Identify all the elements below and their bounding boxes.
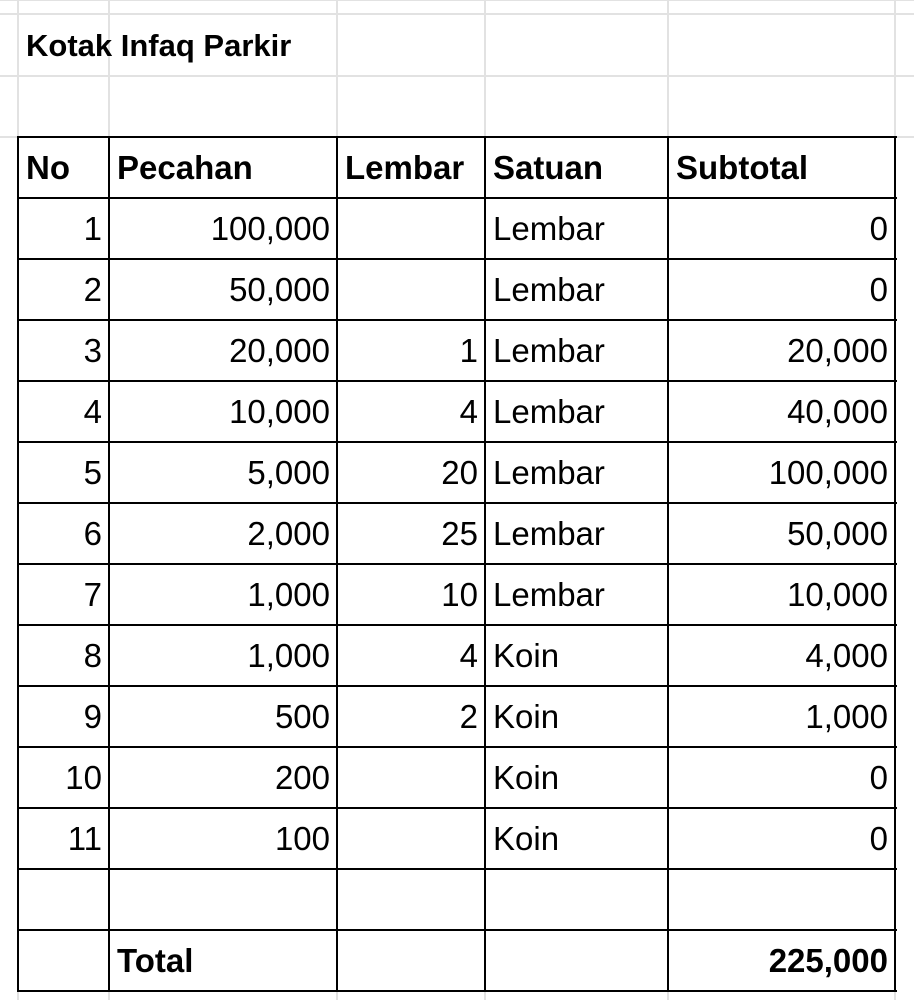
cell-lembar[interactable]: 4	[459, 393, 478, 430]
cell-satuan[interactable]: Lembar	[493, 271, 605, 308]
empty-cell[interactable]	[485, 930, 668, 991]
table-column-border	[336, 136, 338, 992]
cell-lembar[interactable]: 1	[459, 332, 478, 369]
cell-pecahan[interactable]: 1,000	[247, 576, 330, 613]
header-cell-lembar[interactable]: Lembar	[345, 149, 465, 186]
table-row-border	[18, 990, 897, 992]
table-row-border	[18, 685, 897, 687]
header-cell-satuan[interactable]: Satuan	[493, 149, 604, 186]
cell-pecahan[interactable]: 2,000	[247, 515, 330, 552]
cell-subtotal[interactable]: 20,000	[787, 332, 888, 369]
cell-pecahan[interactable]: 20,000	[229, 332, 330, 369]
cell-pecahan[interactable]: 5,000	[247, 454, 330, 491]
cell-satuan[interactable]: Lembar	[493, 454, 605, 491]
cell-no[interactable]: 4	[83, 393, 102, 430]
cell-pecahan[interactable]: 100,000	[210, 210, 330, 247]
empty-cell[interactable]	[109, 869, 337, 930]
cell-no[interactable]: 11	[67, 820, 102, 857]
cell-pecahan[interactable]: 10,000	[229, 393, 330, 430]
empty-cell[interactable]	[668, 869, 895, 930]
table-row-border	[18, 807, 897, 809]
cell-subtotal[interactable]: 40,000	[787, 393, 888, 430]
total-label[interactable]: Total	[117, 942, 194, 979]
cell-lembar[interactable]	[337, 198, 485, 259]
cell-pecahan[interactable]: 500	[274, 698, 330, 735]
cell-satuan[interactable]: Koin	[493, 759, 560, 796]
header-cell-pecahan[interactable]: Pecahan	[117, 149, 253, 186]
cell-lembar[interactable]: 10	[441, 576, 478, 613]
cell-lembar[interactable]	[337, 808, 485, 869]
table-column-border	[894, 136, 896, 992]
header-cell-subtotal[interactable]: Subtotal	[676, 149, 808, 186]
empty-cell[interactable]	[485, 869, 668, 930]
empty-cell[interactable]	[337, 930, 485, 991]
cell-pecahan[interactable]: 1,000	[247, 637, 330, 674]
table-row-border	[18, 258, 897, 260]
cell-satuan[interactable]: Lembar	[493, 576, 605, 613]
cell-subtotal[interactable]: 10,000	[787, 576, 888, 613]
total-value[interactable]: 225,000	[768, 942, 888, 979]
cell-no[interactable]: 10	[65, 759, 102, 796]
cell-subtotal[interactable]: 1,000	[805, 698, 888, 735]
table-row-border	[18, 441, 897, 443]
cell-subtotal[interactable]: 0	[869, 210, 888, 247]
table-row-border	[18, 136, 897, 138]
cell-no[interactable]: 7	[83, 576, 102, 613]
cell-pecahan[interactable]: 100	[274, 820, 330, 857]
cell-no[interactable]: 9	[83, 698, 102, 735]
cell-no[interactable]: 8	[83, 637, 102, 674]
cell-pecahan[interactable]: 50,000	[229, 271, 330, 308]
cell-subtotal[interactable]: 0	[869, 820, 888, 857]
sheet-title[interactable]: Kotak Infaq Parkir	[26, 27, 292, 63]
cell-subtotal[interactable]: 100,000	[768, 454, 888, 491]
empty-cell[interactable]	[337, 869, 485, 930]
table-row-border	[18, 502, 897, 504]
cell-satuan[interactable]: Lembar	[493, 210, 605, 247]
cell-no[interactable]: 2	[83, 271, 102, 308]
cell-subtotal[interactable]: 0	[869, 759, 888, 796]
table-row-border	[18, 563, 897, 565]
cell-lembar[interactable]: 4	[459, 637, 478, 674]
cell-satuan[interactable]: Koin	[493, 820, 560, 857]
table-column-border	[484, 136, 486, 992]
cell-satuan[interactable]: Koin	[493, 637, 560, 674]
table-column-border	[17, 136, 19, 992]
cell-no[interactable]: 5	[83, 454, 102, 491]
table-row-border	[18, 624, 897, 626]
cell-subtotal[interactable]: 4,000	[805, 637, 888, 674]
cell-no[interactable]: 6	[83, 515, 102, 552]
cell-subtotal[interactable]: 50,000	[787, 515, 888, 552]
header-cell-no[interactable]: No	[26, 149, 70, 186]
cell-lembar[interactable]: 2	[459, 698, 478, 735]
table-row-border	[18, 746, 897, 748]
table-row-border	[18, 319, 897, 321]
cell-satuan[interactable]: Lembar	[493, 393, 605, 430]
table-row-border	[18, 868, 897, 870]
cell-satuan[interactable]: Lembar	[493, 332, 605, 369]
table-row-border	[18, 197, 897, 199]
table-column-border	[108, 136, 110, 992]
cell-lembar[interactable]	[337, 259, 485, 320]
cell-lembar[interactable]: 25	[441, 515, 478, 552]
table-column-border	[667, 136, 669, 992]
cell-satuan[interactable]: Koin	[493, 698, 560, 735]
cell-lembar[interactable]: 20	[441, 454, 478, 491]
table-row-border	[18, 380, 897, 382]
empty-cell[interactable]	[18, 930, 109, 991]
cell-no[interactable]: 3	[83, 332, 102, 369]
cell-pecahan[interactable]: 200	[274, 759, 330, 796]
cell-subtotal[interactable]: 0	[869, 271, 888, 308]
cell-no[interactable]: 1	[83, 210, 102, 247]
table-row-border	[18, 929, 897, 931]
empty-cell[interactable]	[18, 869, 109, 930]
cell-satuan[interactable]: Lembar	[493, 515, 605, 552]
cell-lembar[interactable]	[337, 747, 485, 808]
